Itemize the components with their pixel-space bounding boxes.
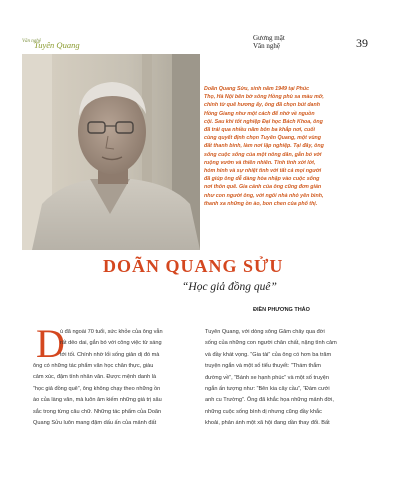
body-line: đường về”, “Bánh xe hạnh phúc” và một số truyện bbox=[205, 374, 330, 381]
page-number: 39 bbox=[356, 36, 368, 50]
body-line: ào của làng văn, mà luôn âm kiếm những giá trị sâu bbox=[33, 397, 162, 404]
intro-line: cùng quyết định chọn Tuyên Quang, một vùng bbox=[204, 135, 322, 142]
section-label-line1: Gương mặt bbox=[253, 34, 285, 42]
intro-line: như con người ông, với ngôi nhà nhỏ yên bình, bbox=[204, 192, 324, 199]
intro-line: cội. Sau khi tốt nghiệp Đại học Bách Khoa, ông bbox=[204, 118, 323, 125]
body-line: “học giả đồng quê”, ông không chạy theo những ồn bbox=[33, 385, 161, 392]
portrait-photo-drawing bbox=[22, 54, 200, 250]
intro-line: thanh xa những ồn ào, bon chen của phố thị. bbox=[204, 200, 318, 207]
drop-cap: D bbox=[36, 321, 65, 366]
intro-line: Hồng Giang như một cách để nhớ về nguồn bbox=[204, 110, 315, 117]
intro-line: đã giúp ông dễ dàng hòa nhập vào cuộc sống bbox=[204, 176, 320, 183]
body-line: tới tối. Chính nhờ lối sống giản dị đó mà bbox=[60, 351, 160, 358]
body-line: Quang Sửu luôn mang đậm dấu ấn của mảnh đất bbox=[33, 420, 157, 427]
body-line: sắc trong từng câu chữ. Những tác phẩm của Doãn bbox=[33, 408, 162, 415]
intro-line: Doãn Quang Sửu, sinh năm 1949 tại Phúc bbox=[204, 86, 310, 92]
article-title: DOÃN QUANG SỬU bbox=[103, 256, 284, 276]
body-line: Tuyên Quang, với dòng sông Gâm chảy qua đời bbox=[205, 329, 325, 335]
logo-small-text: Văn nghệ bbox=[22, 39, 42, 44]
intro-line: sống cuộc sống của một nông dân, gắn bó với bbox=[204, 151, 322, 158]
body-line: truyện ngắn và một số tiểu thuyết: “Thám thắm bbox=[205, 363, 321, 370]
intro-line: nơi thôn quê. Gia cảnh của ông cũng đơn giản bbox=[204, 184, 322, 191]
body-column-right bbox=[205, 327, 337, 430]
body-line: sống của những con người chân chất, nặng tình cảm bbox=[205, 340, 337, 347]
body-line: ù đã ngoài 70 tuổi, sức khỏe của ông vẫn bbox=[60, 329, 163, 335]
body-line: anh cu Trường”. Ông đã khắc họa những mảnh đời, bbox=[205, 397, 334, 404]
logo-title-text: Tuyên Quang bbox=[34, 40, 80, 50]
body-line: ông có những tác phẩm văn học chân thực, giàu bbox=[33, 363, 154, 369]
intro-paragraph bbox=[204, 85, 372, 208]
body-column-left-top bbox=[60, 327, 163, 361]
body-line: những cuộc sống bình dị nhưng cũng đầy khắc bbox=[205, 408, 322, 415]
intro-line: ruộng vườn và thiên nhiên. Tính tình xởi lởi, bbox=[204, 159, 316, 166]
portrait-photo bbox=[22, 54, 200, 250]
body-line: khoải, phản ánh một xã hội đang dần thay đổi. Bất bbox=[205, 420, 330, 427]
intro-line: hóm hỉnh và sự nhiệt tình với tất cả mọi người bbox=[204, 168, 322, 175]
intro-line: chính từ quê hương ấy, ông đã chọn bút danh bbox=[204, 102, 320, 109]
article-author: ĐIỀN PHƯƠNG THẢO bbox=[253, 307, 310, 313]
body-line: rất dẻo dai, gắn bó với công việc từ sáng bbox=[60, 340, 162, 347]
body-line: ngắn ấn tượng như: “Bên kia cây cầu”, “Đám cưới bbox=[205, 386, 330, 393]
intro-line: Thọ, Hà Nội bên bờ sông Hồng phù sa màu mỡ, bbox=[204, 94, 324, 101]
intro-line: đã trải qua nhiều năm bôn ba khắp nơi, cuối bbox=[204, 127, 315, 134]
article-subtitle: “Học giả đồng quê” bbox=[182, 281, 277, 293]
body-line: cảm xúc, đậm tính nhân văn. Được mệnh danh là bbox=[33, 374, 157, 381]
section-label bbox=[253, 34, 285, 50]
intro-line: đất thanh bình, làm nơi lập nghiệp. Tại đây, ông bbox=[204, 143, 324, 150]
body-line: và đầy khát vọng. “Gia tài” của ông có hơn ba trăm bbox=[205, 351, 332, 358]
body-column-left-bottom bbox=[33, 361, 162, 429]
section-label-line2: Văn nghệ bbox=[253, 42, 281, 50]
